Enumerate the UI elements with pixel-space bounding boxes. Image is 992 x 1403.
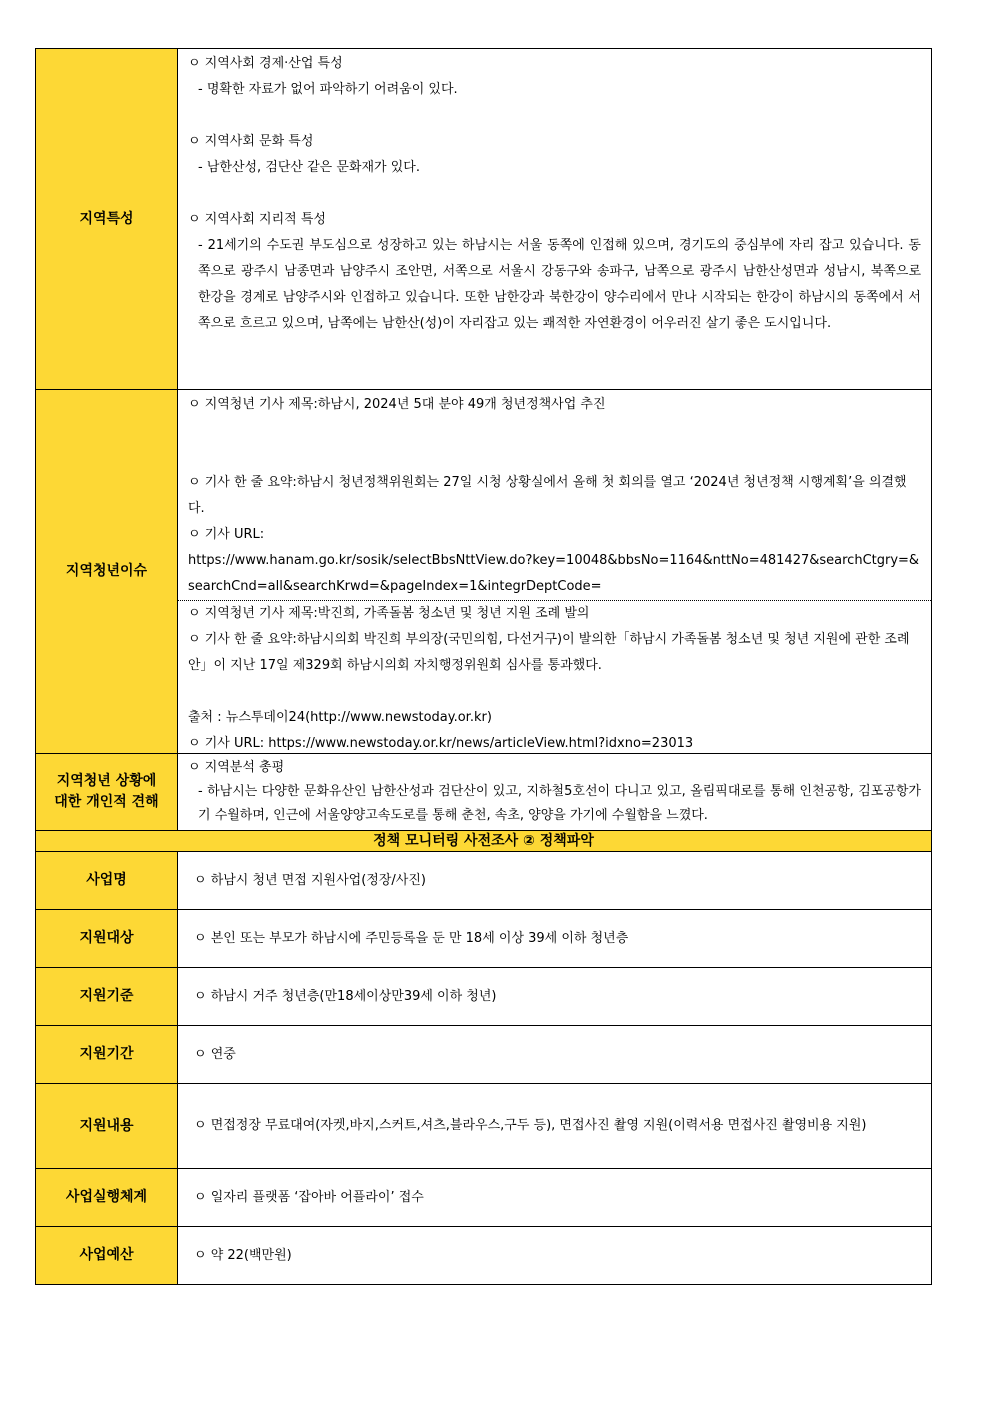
report-sheet (35, 48, 932, 1285)
region-features-content (178, 49, 932, 390)
article-b-url[interactable]: ㅇ 기사 URL: https://www.newstoday.or.kr/news/articleView.html?idxno=23013 (188, 736, 694, 751)
row-policy-period (36, 1026, 932, 1084)
section-heading: 정책 모니터링 사전조사 ② 정책파악 (36, 831, 932, 852)
row-section-heading (36, 831, 932, 852)
youth-issue-content (178, 390, 932, 754)
article-b-summary: ㅇ 기사 한 줄 요약:하남시의회 박진희 부의장(국민의힘, 다선거구)이 발의한「하남시 가족돌봄 청소년 및 청년 지원에 관한 조례안」이 지난 17일 제329회 하남시의회 자치행정위원회 심사를 통과했다. (188, 632, 910, 673)
label-region-features: 지역특성 (36, 49, 178, 390)
article-b-title: ㅇ 지역청년 기사 제목:박진희, 가족돌봄 청소년 및 청년 지원 조례 발의 (188, 606, 590, 621)
row-policy-target (36, 910, 932, 968)
policy-name: ㅇ 하남시 청년 면접 지원사업(정장/사진) (178, 852, 932, 910)
policy-target: ㅇ 본인 또는 부모가 하남시에 주민등록을 둔 만 18세 이상 39세 이하 청년층 (178, 910, 932, 968)
article-a-url-label: ㅇ 기사 URL: (188, 527, 265, 542)
opinion-text: - 하남시는 다양한 문화유산인 남한산성과 검단산이 있고, 지하철5호선이 다니고 있고, 올림픽대로를 통해 인천공항, 김포공항가기 수월하며, 인근에 서울양양고속도로를 통해 춘천, 속초, 양양을 가기에 수월함을 느꼈다. (198, 784, 921, 823)
article-a-summary: ㅇ 기사 한 줄 요약:하남시 청년정책위원회는 27일 시청 상황실에서 올해 첫 회의를 열고 ‘2024년 청년정책 시행계획’을 의결했다. (188, 475, 907, 516)
policy-content: ㅇ 면접정장 무료대여(자켓,바지,스커트,셔츠,블라우스,구두 등), 면접사진 촬영 지원(이력서용 면접사진 촬영비용 지원) (178, 1084, 932, 1169)
policy-period: ㅇ 연중 (178, 1026, 932, 1084)
label-opinion: 지역청년 상황에 대한 개인적 견해 (36, 754, 178, 831)
policy-budget: ㅇ 약 22(백만원) (178, 1227, 932, 1285)
article-b (178, 600, 931, 751)
label-policy-target: 지원대상 (36, 910, 178, 968)
geo-text: - 21세기의 수도권 부도심으로 성장하고 있는 하남시는 서울 동쪽에 인접해 있으며, 경기도의 중심부에 자리 잡고 있습니다. 동쪽으로 광주시 남종면과 남양주시 조안면, 서쪽으로 서울시 강동구와 송파구, 남쪽으로 광주시 남한산성면과 성남시, 북쪽으로 한강을 경계로 남양주시와 인접하고 있습니다. 또한 남한강과 북한강이 양수리에서 만나 시작되는 한강이 하남시의 동쪽에서 서쪽으로 흐르고 있으며, 남쪽에는 남한산(성)이 자리잡고 있는 쾌적한 자연환경이 어우러진 살기 좋은 도시입니다. (198, 238, 921, 331)
row-opinion (36, 754, 932, 831)
opinion-content (178, 754, 932, 831)
culture-title: ㅇ 지역사회 문화 특성 (188, 134, 314, 149)
policy-criteria: ㅇ 하남시 거주 청년층(만18세이상만39세 이하 청년) (178, 968, 932, 1026)
geo-title: ㅇ 지역사회 지리적 특성 (188, 212, 326, 227)
label-policy-system: 사업실행체계 (36, 1169, 178, 1227)
row-policy-content (36, 1084, 932, 1169)
row-region-features (36, 49, 932, 390)
article-a (178, 392, 931, 600)
economy-title: ㅇ 지역사회 경제·산업 특성 (188, 56, 343, 71)
economy-text: - 명확한 자료가 없어 파악하기 어려움이 있다. (198, 82, 458, 97)
label-policy-name: 사업명 (36, 852, 178, 910)
row-youth-issue (36, 390, 932, 754)
culture-text: - 남한산성, 검단산 같은 문화재가 있다. (198, 160, 420, 175)
report-table (35, 48, 932, 1285)
row-policy-system (36, 1169, 932, 1227)
policy-system: ㅇ 일자리 플랫폼 ‘잡아바 어플라이’ 접수 (178, 1169, 932, 1227)
row-policy-criteria (36, 968, 932, 1026)
article-a-url[interactable]: https://www.hanam.go.kr/sosik/selectBbsNttView.do?key=10048&bbsNo=1164&nttNo=481427&searchCtgry=&searchCnd=all&searchKrwd=&pageIndex=1&integrDeptCode= (188, 553, 920, 594)
row-policy-name (36, 852, 932, 910)
article-b-source: 출처 : 뉴스투데이24(http://www.newstoday.or.kr) (188, 710, 492, 725)
label-policy-budget: 사업예산 (36, 1227, 178, 1285)
label-policy-period: 지원기간 (36, 1026, 178, 1084)
label-youth-issue: 지역청년이슈 (36, 390, 178, 754)
row-policy-budget (36, 1227, 932, 1285)
opinion-title: ㅇ 지역분석 총평 (188, 760, 285, 775)
article-a-title: ㅇ 지역청년 기사 제목:하남시, 2024년 5대 분야 49개 청년정책사업 추진 (188, 397, 606, 412)
label-policy-content: 지원내용 (36, 1084, 178, 1169)
label-policy-criteria: 지원기준 (36, 968, 178, 1026)
